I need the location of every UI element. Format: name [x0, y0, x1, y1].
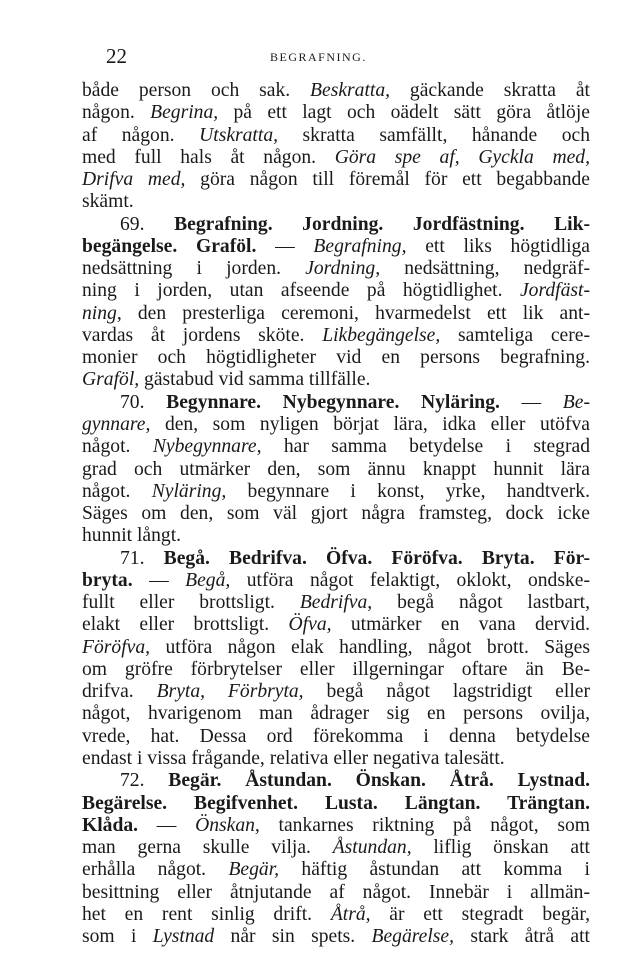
text-line: [82, 436, 590, 458]
text-run: 70.: [120, 391, 167, 413]
italic-term: Graföl,: [82, 369, 140, 391]
text-run: gästabud vid samma tillfälle.: [139, 369, 371, 391]
text-line: [82, 859, 590, 881]
text-run: som i: [82, 926, 153, 948]
headword-run: Begär. Åstundan. Önskan. Åtrå. Lystnad.: [168, 770, 590, 792]
text-run: elakt eller brottsligt.: [82, 614, 289, 636]
text-run: besittning eller åtnjutande af något. Innebär i allmän-: [82, 881, 590, 903]
text-line: [82, 748, 590, 770]
text-run: het en rent sinlig drift.: [82, 903, 331, 925]
text-run: nedsättning, nedgräf-: [380, 258, 590, 280]
text-run: utföra något felaktigt, oklokt, ondske-: [230, 569, 590, 591]
text-run: både person och sak.: [82, 80, 311, 101]
text-run: begynnare i konst, yrke, handtverk.: [226, 480, 590, 502]
text-run: den presterliga ceremoni, hvarmedelst ett lik ant-: [121, 302, 590, 324]
text-line: [82, 525, 590, 547]
text-run: —: [132, 569, 186, 591]
italic-term: Åtrå,: [330, 903, 371, 925]
text-run: —: [138, 814, 196, 836]
text-line: [82, 392, 590, 414]
headword-run: begängelse. Graföl.: [82, 235, 257, 257]
text-line: [82, 793, 590, 815]
text-line: [82, 503, 590, 525]
text-line: [82, 147, 590, 169]
italic-term: Jordfäst-: [519, 280, 590, 302]
text-line: [82, 548, 590, 570]
text-line: [82, 726, 590, 748]
italic-term: Drifva med,: [82, 169, 186, 191]
text-line: [82, 481, 590, 503]
page-number: 22: [106, 44, 127, 68]
text-run: —: [499, 391, 563, 413]
text-line: [82, 414, 590, 436]
text-line: [82, 214, 590, 236]
text-line: [82, 369, 590, 391]
text-run: har samma betydelse i stegrad: [261, 436, 590, 458]
text-line: [82, 592, 590, 614]
text-line: [82, 637, 590, 659]
text-run: man gerna skulle vilja.: [82, 837, 333, 859]
text-line: [82, 102, 590, 124]
italic-term: Åstundan,: [332, 837, 412, 859]
text-run: något.: [82, 436, 153, 458]
text-line: [82, 681, 590, 703]
headword-run: Begärelse. Begifvenhet. Lusta. Längtan. Trängtan.: [82, 792, 590, 814]
text-line: [82, 80, 590, 102]
body-text: [82, 80, 590, 948]
page-header: [82, 44, 612, 70]
text-line: [82, 614, 590, 636]
text-run: endast i vissa frågande, relativa eller negativa talesätt.: [82, 747, 505, 769]
text-line: [82, 904, 590, 926]
italic-term: Be-: [562, 391, 590, 413]
italic-term: Lystnad: [152, 926, 215, 948]
text-line: [82, 236, 590, 258]
italic-term: gynnare,: [82, 413, 151, 435]
headword-run: Begå. Bedrifva. Öfva. Föröfva. Bryta. För-: [163, 547, 590, 569]
text-run: utmärker en vana dervid.: [331, 614, 590, 636]
text-run: fullt eller brottsligt.: [82, 592, 300, 614]
text-line: [82, 815, 590, 837]
headword-run: bryta.: [82, 569, 133, 591]
text-run: —: [256, 235, 314, 257]
text-run: vrede, hat. Dessa ord förekomma i denna betydelse: [82, 725, 590, 747]
italic-term: Jordning,: [305, 258, 381, 280]
italic-term: Begärelse,: [371, 926, 455, 948]
text-run: göra någon till föremål för ett begabbande: [185, 169, 590, 191]
italic-term: Öfva,: [288, 614, 332, 636]
text-run: af någon.: [82, 124, 200, 146]
text-line: [82, 191, 590, 213]
text-run: någon.: [82, 102, 151, 124]
running-head: BEGRAFNING.: [270, 50, 367, 64]
text-run: om gröfre förbrytelser eller illgerningar oftare än Be-: [82, 658, 590, 680]
italic-term: Bedrifva,: [299, 592, 373, 614]
italic-term: Föröfva,: [82, 636, 151, 658]
text-run: ning i jorden, utan afseende på högtidlighet.: [82, 280, 520, 302]
headword-run: Begynnare. Nybegynnare. Nyläring.: [166, 391, 500, 413]
text-run: 72.: [120, 770, 169, 792]
headword-run: Klåda.: [82, 814, 139, 836]
text-run: med full hals åt någon.: [82, 146, 335, 168]
italic-term: Göra spe af, Gyckla med,: [334, 146, 590, 168]
text-line: [82, 837, 590, 859]
text-line: [82, 325, 590, 347]
text-run: vardas åt jordens sköte.: [82, 324, 323, 346]
italic-term: Begå,: [185, 569, 231, 591]
text-run: stark åtrå att: [454, 926, 590, 948]
text-line: [82, 459, 590, 481]
text-run: den, som nyligen börjat lära, idka eller utöfva: [150, 413, 590, 435]
text-line: [82, 570, 590, 592]
text-run: grad och utmärker den, som ännu knappt hunnit lära: [82, 458, 590, 480]
text-run: på ett lagt och oädelt sätt göra åtlöje: [218, 102, 590, 124]
text-run: samteliga cere-: [440, 324, 590, 346]
italic-term: Begrafning,: [313, 235, 407, 257]
text-run: Säges om den, som väl gjort några framsteg, dock icke: [82, 503, 590, 525]
italic-term: Begrina,: [150, 102, 219, 124]
text-run: når sin spets.: [214, 926, 372, 948]
italic-term: Nyläring,: [151, 480, 227, 502]
italic-term: Utskratta,: [199, 124, 279, 146]
text-line: [82, 703, 590, 725]
text-line: [82, 347, 590, 369]
headword-run: Begrafning. Jordning. Jordfästning. Lik-: [174, 213, 590, 235]
text-run: tankarnes riktning på något, som: [259, 814, 590, 836]
text-run: monier och högtidligheter vid en persons begrafning.: [82, 347, 590, 369]
text-line: [82, 258, 590, 280]
italic-term: ning,: [82, 302, 122, 324]
text-run: häftig åstundan att komma i: [279, 859, 590, 881]
italic-term: Begär,: [228, 859, 280, 881]
text-run: erhålla något.: [82, 859, 229, 881]
text-run: liflig önskan att: [411, 837, 591, 859]
text-run: ett liks högtidliga: [406, 235, 591, 257]
text-run: drifva.: [82, 681, 157, 703]
italic-term: Beskratta,: [310, 80, 391, 101]
text-line: [82, 659, 590, 681]
text-run: gäckande skratta åt: [390, 80, 590, 101]
text-line: [82, 280, 590, 302]
text-line: [82, 770, 590, 792]
text-run: skämt.: [82, 191, 134, 213]
text-run: hunnit långt.: [82, 525, 182, 547]
text-run: något, hvarigenom man ådrager sig en persons ovilja,: [82, 703, 590, 725]
text-run: något.: [82, 480, 152, 502]
text-run: 71.: [120, 547, 164, 569]
text-line: [82, 125, 590, 147]
text-line: [82, 926, 590, 948]
italic-term: Önskan,: [195, 814, 260, 836]
text-run: skratta samfällt, hånande och: [278, 124, 590, 146]
text-run: utföra någon elak handling, något brott. Säges: [150, 636, 590, 658]
text-run: 69.: [120, 213, 175, 235]
text-line: [82, 882, 590, 904]
text-run: begå något lastbart,: [372, 592, 590, 614]
text-line: [82, 169, 590, 191]
text-run: är ett stegradt begär,: [370, 903, 590, 925]
text-line: [82, 303, 590, 325]
italic-term: Nybegynnare,: [152, 436, 262, 458]
italic-term: Likbegängelse,: [322, 324, 441, 346]
text-run: begå något lagstridigt eller: [303, 681, 590, 703]
italic-term: Bryta, Förbryta,: [156, 681, 304, 703]
text-run: nedsättning i jorden.: [82, 258, 306, 280]
